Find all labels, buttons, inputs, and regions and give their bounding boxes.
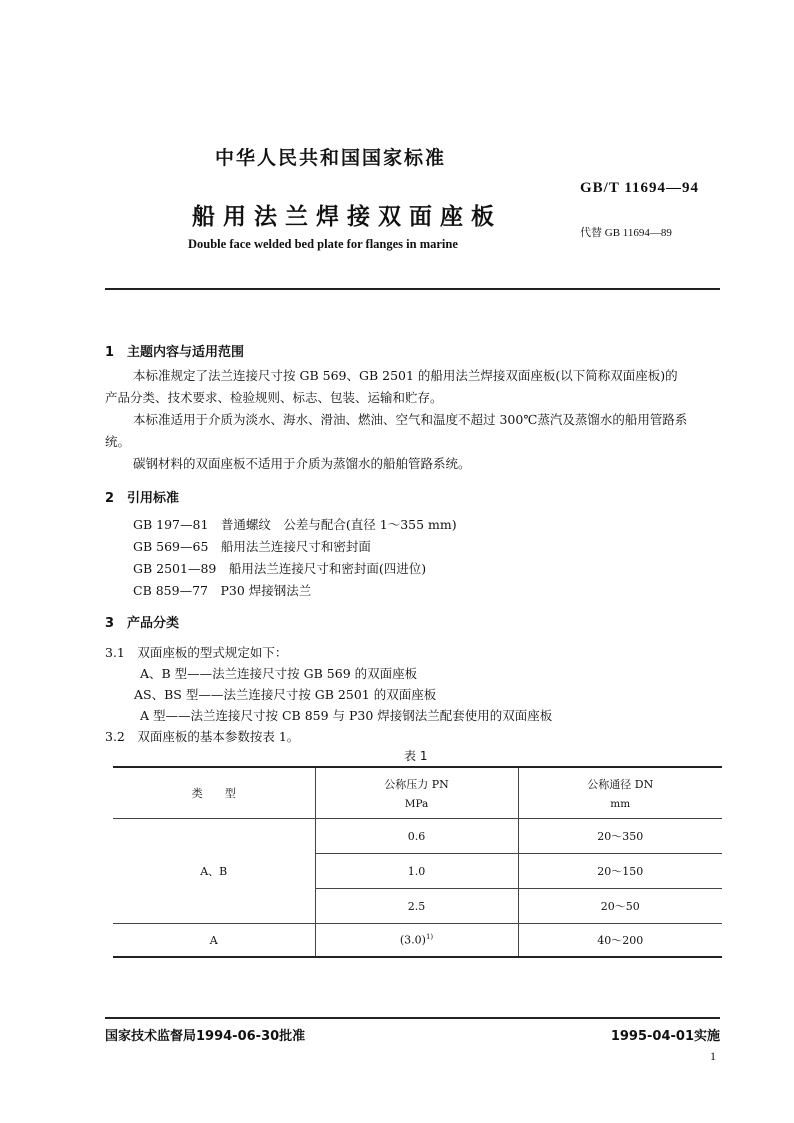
table-caption: 表 1 xyxy=(404,749,428,763)
type-definition-item: A、B 型——法兰连接尺寸按 GB 569 的双面座板 xyxy=(140,666,418,681)
diameter-cell: 20～350 xyxy=(518,819,722,854)
reference-item: GB 197—81 普通螺纹 公差与配合(直径 1～355 mm) xyxy=(133,517,457,532)
section-1-paragraph-2-line-2: 统。 xyxy=(105,434,131,449)
document-title-cn: 船用法兰焊接双面座板 xyxy=(192,204,502,230)
diameter-unit: mm xyxy=(610,798,631,810)
section-1-heading: 1 主题内容与适用范围 xyxy=(105,345,245,360)
section-3-heading: 3 产品分类 xyxy=(105,616,180,631)
diameter-cell: 20～150 xyxy=(518,854,722,889)
replaces-note: 代替 GB 11694—89 xyxy=(580,227,672,239)
reference-item: CB 859—77 P30 焊接钢法兰 xyxy=(133,583,312,598)
section-1-paragraph-2-line-1: 本标准适用于介质为淡水、海水、滑油、燃油、空气和温度不超过 300℃蒸汽及蒸馏水的船用管路系 xyxy=(133,412,688,427)
table-row xyxy=(113,819,722,854)
pressure-column-header xyxy=(315,767,518,819)
national-standard-title: 中华人民共和国国家标准 xyxy=(215,147,447,169)
pressure-cell: 1.0 xyxy=(315,854,518,889)
pressure-header-label: 公称压力 PN xyxy=(384,778,449,791)
standard-code: GB/T 11694—94 xyxy=(580,180,699,196)
pressure-unit: MPa xyxy=(404,798,429,810)
pressure-cell: 2.5 xyxy=(315,889,518,924)
type-definition-item: A 型——法兰连接尺寸按 CB 859 与 P30 焊接钢法兰配套使用的双面座板 xyxy=(140,708,553,723)
effective-date: 1995-04-01实施 xyxy=(610,1029,720,1044)
header-divider xyxy=(105,288,720,290)
diameter-header-label: 公称通径 DN xyxy=(587,778,654,791)
type-cell-ab: A、B xyxy=(113,819,315,924)
pressure-cell: 0.6 xyxy=(315,819,518,854)
parameters-table xyxy=(113,766,722,958)
table-header-row xyxy=(113,767,722,819)
diameter-cell: 40～200 xyxy=(518,924,722,958)
section-1-paragraph-1-line-2: 产品分类、技术要求、检验规则、标志、包装、运输和贮存。 xyxy=(105,390,443,405)
document-title-en: Double face welded bed plate for flanges in marine xyxy=(188,237,458,251)
section-3-2-text: 3.2 双面座板的基本参数按表 1。 xyxy=(105,729,300,744)
reference-item: GB 2501—89 船用法兰连接尺寸和密封面(四进位) xyxy=(133,561,427,576)
footnote-marker: 1) xyxy=(425,933,434,942)
type-cell-a: A xyxy=(113,924,315,958)
section-2-heading: 2 引用标准 xyxy=(105,491,180,506)
table-row xyxy=(113,924,722,958)
pressure-value: (3.0) xyxy=(399,933,426,947)
type-column-header: 类 型 xyxy=(113,767,315,819)
page-number: 1 xyxy=(710,1049,716,1063)
type-definition-item: AS、BS 型——法兰连接尺寸按 GB 2501 的双面座板 xyxy=(134,687,437,702)
section-1-paragraph-3: 碳钢材料的双面座板不适用于介质为蒸馏水的船舶管路系统。 xyxy=(133,456,471,471)
diameter-cell: 20～50 xyxy=(518,889,722,924)
pressure-cell xyxy=(315,924,518,958)
diameter-column-header xyxy=(518,767,722,819)
section-1-paragraph-1-line-1: 本标准规定了法兰连接尺寸按 GB 569、GB 2501 的船用法兰焊接双面座板(以下简称双面座板)的 xyxy=(133,368,678,383)
footer-divider xyxy=(105,1017,720,1019)
approval-date: 国家技术监督局1994-06-30批准 xyxy=(105,1029,306,1044)
section-3-1-text: 3.1 双面座板的型式规定如下： xyxy=(105,645,288,660)
reference-item: GB 569—65 船用法兰连接尺寸和密封面 xyxy=(133,539,371,554)
